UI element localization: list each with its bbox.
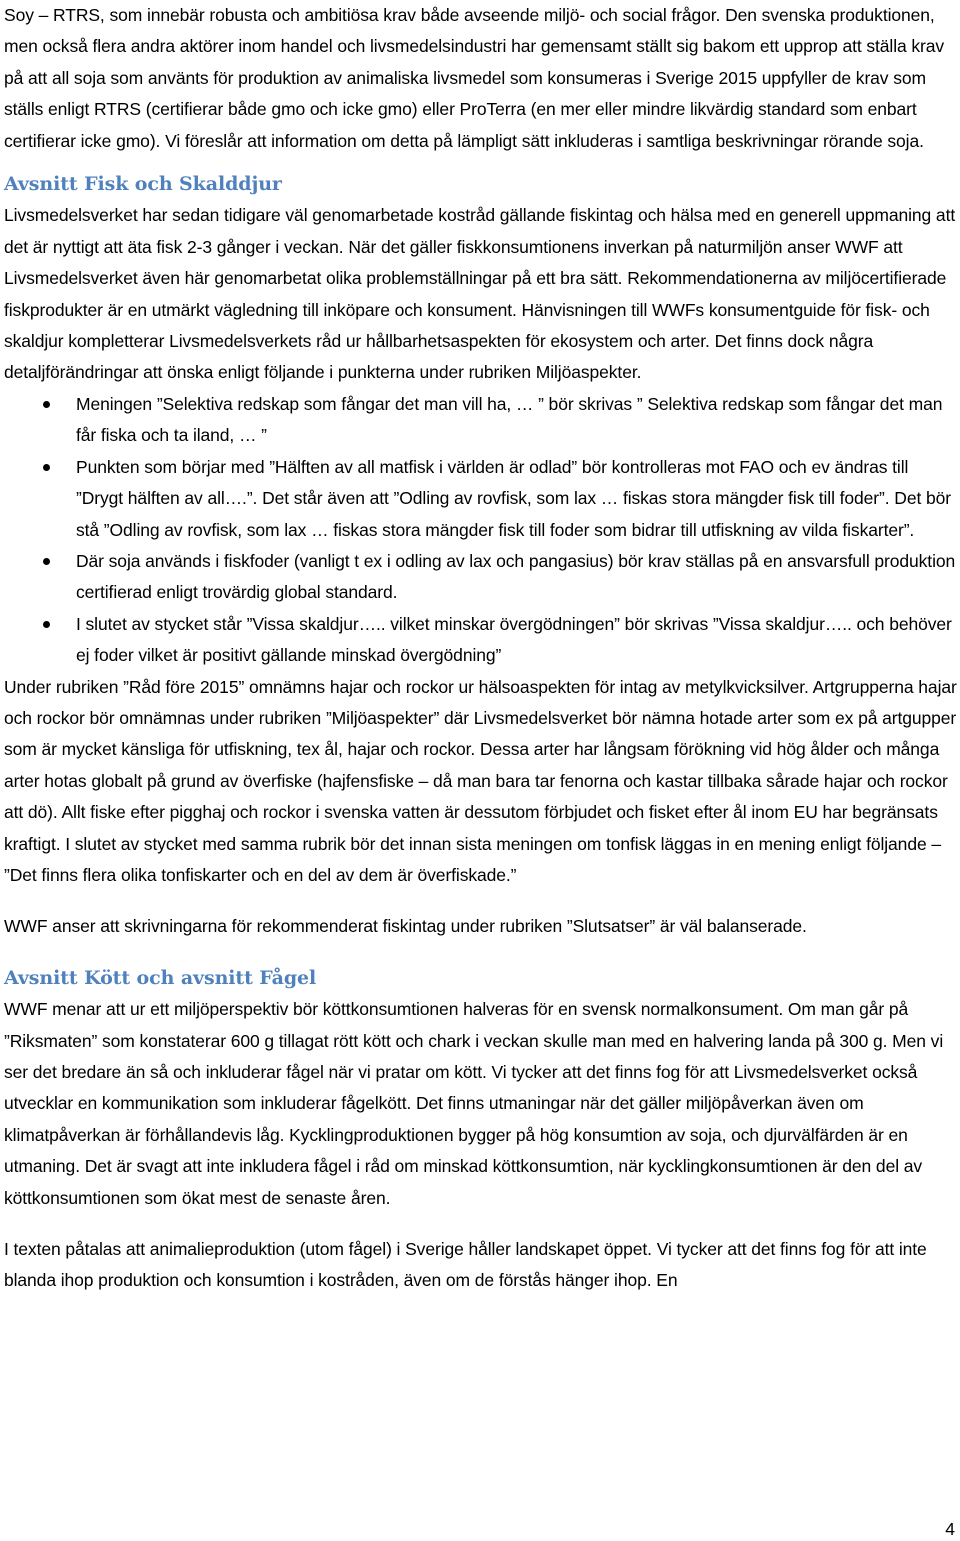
heading-fish-section: Avsnitt Fisk och Skalddjur <box>4 173 282 196</box>
bullet-icon <box>43 621 50 628</box>
paragraph-fish-sharks: Under rubriken ”Råd före 2015” omnämns hajar och rockor ur hälsoaspekten för intag av metylkvicksilver. Artgrupperna hajar och rockor bör omnämnas under rubriken ”Miljöaspekter” där Livsmedelsverket bör nämna hotade arter som ex på artgupper som är mycket känsliga för utfiskning, tex ål, hajar och rockor. Dessa arter har långsam förökning vid hög ålder och många arter hotas globalt på grund av överfiske (hajfensfiske – då man bara tar fenorna och kastar tillbaka sårade hajar och rockor att dö). Allt fiske efter pigghaj och rockor i svenska vatten är dessutom förbjudet och fisket efter ål inom EU har begränsats kraftigt. I slutet av stycket med samma rubrik bör det innan sista meningen om tonfisk läggas in en mening enligt följande – ”Det finns flera olika tonfiskarter och en del av dem är överfiskade.” <box>4 676 957 885</box>
paragraph-meat-intro: WWF menar att ur ett miljöperspektiv bör köttkonsumtionen halveras för en svensk normalkonsument. Om man går på ”Riksmaten” som konstaterar 600 g tillagat rött kött och chark i veckan skulle man med en halvering landa på 300 g. Men vi ser det bredare än så och inkluderar fågel när vi pratar om kött. Vi tycker att det finns fog för att Livsmedelsverket också utvecklar en kommunikation som inkluderar fågelkött. Det finns utmaningar när det gäller miljöpåverkan även om klimatpåverkan är förhållandevis låg. Kycklingproduktionen bygger på hög konsumtion av soja, och djurvälfärden är en utmaning. Det är svagt att inte inkludera fågel i råd om minskad köttkonsumtion, när kycklingkonsumtionen är den del av köttkonsumtionen som ökat mest de senaste åren. <box>4 999 944 1208</box>
list-item-text: Punkten som börjar med ”Hälften av all matfisk i världen är odlad” bör kontrolleras mot FAO och ev ändras till ”Drygt hälften av all….”. Det står även att ”Odling av rovfisk, som lax … fiskas stora mängder fisk till foder”. Det bör stå ”Odling av rovfisk, som lax … fiskas stora mängder fisk till foder som bidrar till utfiskning av vilda fiskarter”. <box>76 456 951 540</box>
list-item-text: Där soja används i fiskfoder (vanligt t ex i odling av lax och pangasius) bör krav ställas på en ansvarsfull produktion certifierad enligt trovärdig global standard. <box>76 550 956 603</box>
paragraph-meat-landscape: I texten påtalas att animalieproduktion (utom fågel) i Sverige håller landskapet öppet. Vi tycker att det finns fog för att inte blanda ihop produktion och konsumtion i kostråden, även om de förstås hänger ihop. En <box>4 1239 927 1291</box>
page-number: 4 <box>945 1519 955 1539</box>
bullet-icon <box>43 558 50 565</box>
list-item <box>4 609 959 672</box>
list-item-text: I slutet av stycket står ”Vissa skaldjur….. vilket minskar övergödningen” bör skrivas ”Vissa skaldjur….. och behöver ej foder vilket är positivt gällande minskad övergödning” <box>76 613 952 666</box>
paragraph-soy: Soy – RTRS, som innebär robusta och ambitiösa krav både avseende miljö- och social frågor. Den svenska produktionen, men också flera andra aktörer inom handel och livsmedelsindustri har gemensamt ställt sig bakom ett upprop att ställa krav på att all soja som använts för produktion av animaliska livsmedel som konsumeras i Sverige 2015 uppfyller de krav som ställs enligt RTRS (certifierar både gmo och icke gmo) eller ProTerra (en mer eller mindre likvärdig standard som enbart certifierar icke gmo). Vi föreslår att information om detta på lämpligt sätt inkluderas i samtliga beskrivningar rörande soja. <box>4 5 945 151</box>
paragraph-fish-intro: Livsmedelsverket har sedan tidigare väl genomarbetade kostråd gällande fiskintag och hälsa med en generell uppmaning att det är nyttigt att äta fisk 2-3 gånger i veckan. När det gäller fiskkonsumtionens inverkan på naturmiljön anser WWF att Livsmedelsverket även här genomarbetat olika problemställningar på ett bra sätt. Rekommendationerna av miljöcertifierade fiskprodukter är en utmärkt vägledning till inköpare och konsument. Hänvisningen till WWFs konsumentguide för fisk- och skaldjur kompletterar Livsmedelsverkets råd ur hållbarhetsaspekten för ekosystem och arter. Det finns dock några detaljförändringar att önska enligt följande i punkterna under rubriken Miljöaspekter. <box>4 205 956 383</box>
list-item <box>4 452 959 546</box>
bullet-list-fish <box>4 389 959 672</box>
document-body <box>4 0 959 1297</box>
bullet-icon <box>43 464 50 471</box>
bullet-icon <box>43 401 50 408</box>
list-item <box>4 389 959 452</box>
paragraph-fish-balanced: WWF anser att skrivningarna för rekommenderat fiskintag under rubriken ”Slutsatser” är väl balanserade. <box>4 916 807 937</box>
heading-meat-section: Avsnitt Kött och avsnitt Fågel <box>4 966 317 989</box>
list-item-text: Meningen ”Selektiva redskap som fångar det man vill ha, … ” bör skrivas ” Selektiva redskap som fångar det man får fiska och ta iland, … ” <box>76 393 943 446</box>
list-item <box>4 546 959 609</box>
